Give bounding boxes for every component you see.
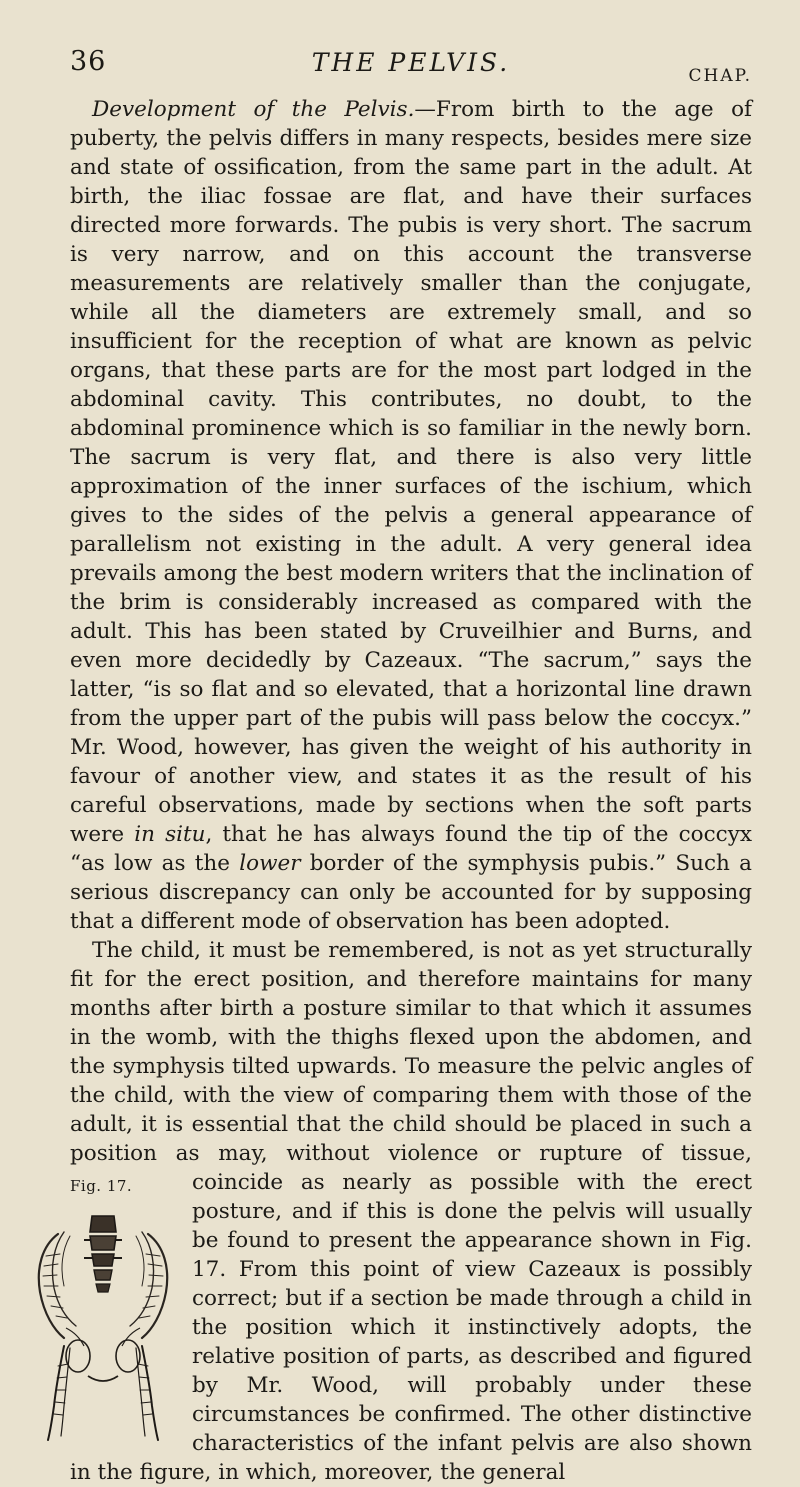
paragraph-development bbox=[70, 95, 752, 936]
paragraph-text: border of the symphysis pubis.” Such a serious discrepancy can only be accounted for by supposing that a different mode of observation has been adopted. bbox=[70, 851, 752, 934]
chapter-tag: CHAP. bbox=[688, 66, 752, 86]
italic-term: lower bbox=[239, 851, 301, 876]
section-lead: Development of the Pelvis. bbox=[92, 97, 415, 122]
paragraph-text-part: as nearly as possible with the erect posture, and if this is done the pelvis will usually be found to present the appearance shown in Fig. 17. From this point of view Cazeaux is possibly correct; but if a section be made through a child in the position which it instinctively adopts, the relative position of parts, as described and figured by Mr. Wood, will probably under these circumstances be confirmed. The other distinctive characteristics of the infant pelvis are also shown in the figure, in which, moreover, the general bbox=[70, 1170, 752, 1485]
page-header bbox=[70, 46, 752, 86]
paragraph-child-posture bbox=[70, 936, 752, 1487]
running-head: THE PELVIS. bbox=[311, 48, 511, 77]
page-number: 36 bbox=[70, 46, 107, 77]
body-text bbox=[70, 95, 752, 1487]
infant-pelvis-engraving-icon bbox=[30, 1206, 178, 1442]
paragraph-text: —From birth to the age of puberty, the pelvis differs in many respects, besides mere size and state of ossification, from the same part in the adult. At birth, the iliac fossae are flat, and have their surfaces directed more forwards. The pubis is very short. The sacrum is very narrow, and on this account the transverse measurements are relatively smaller than the conjugate, while all the diameters are extremely small, and so insufficient for the reception of what are known as pelvic organs, that these parts are for the most part lodged in the abdominal cavity. This contributes, no doubt, to the abdominal prominence which is so familiar in the newly born. The sacrum is very flat, and there is also very little approximation of the inner surfaces of the ischium, which gives to the sides of the pelvis a general appearance of parallelism not existing in the adult. A very general idea prevails among the best modern writers that the inclination of the brim is considerably increased as compared with the adult. This has been stated by Cruveilhier and Burns, and even more decidedly by Cazeaux. “The sacrum,” says the latter, “is so flat and so elevated, that a horizontal line drawn from the upper part of the pubis will pass below the coccyx.” Mr. Wood, however, has given the weight of his authority in favour of another view, and states it as the result of his careful observations, made by sections when the soft parts were bbox=[70, 97, 752, 847]
paragraph-text: , that he has always found the tip of the coccyx “as low as the bbox=[70, 822, 752, 876]
figure-label: Fig. 17. bbox=[70, 1177, 133, 1195]
paragraph-text-part: The child, it must be remembered, is not as yet structurally fit for the erect position, and therefore maintains for many months after birth a posture similar to that which it assumes in the womb, with the thighs flexed upon the abdomen, and the symphysis tilted upwards. To measure the pelvic angles of the child, with the view of comparing them with those of the adult, it is essential that the child should be placed in such a position as may, without violence or rupture of tissue, coincide bbox=[70, 938, 752, 1195]
figure-17 bbox=[30, 1172, 178, 1442]
paragraph-child-posture-wrap bbox=[70, 936, 752, 1487]
italic-term: in situ bbox=[134, 822, 206, 847]
